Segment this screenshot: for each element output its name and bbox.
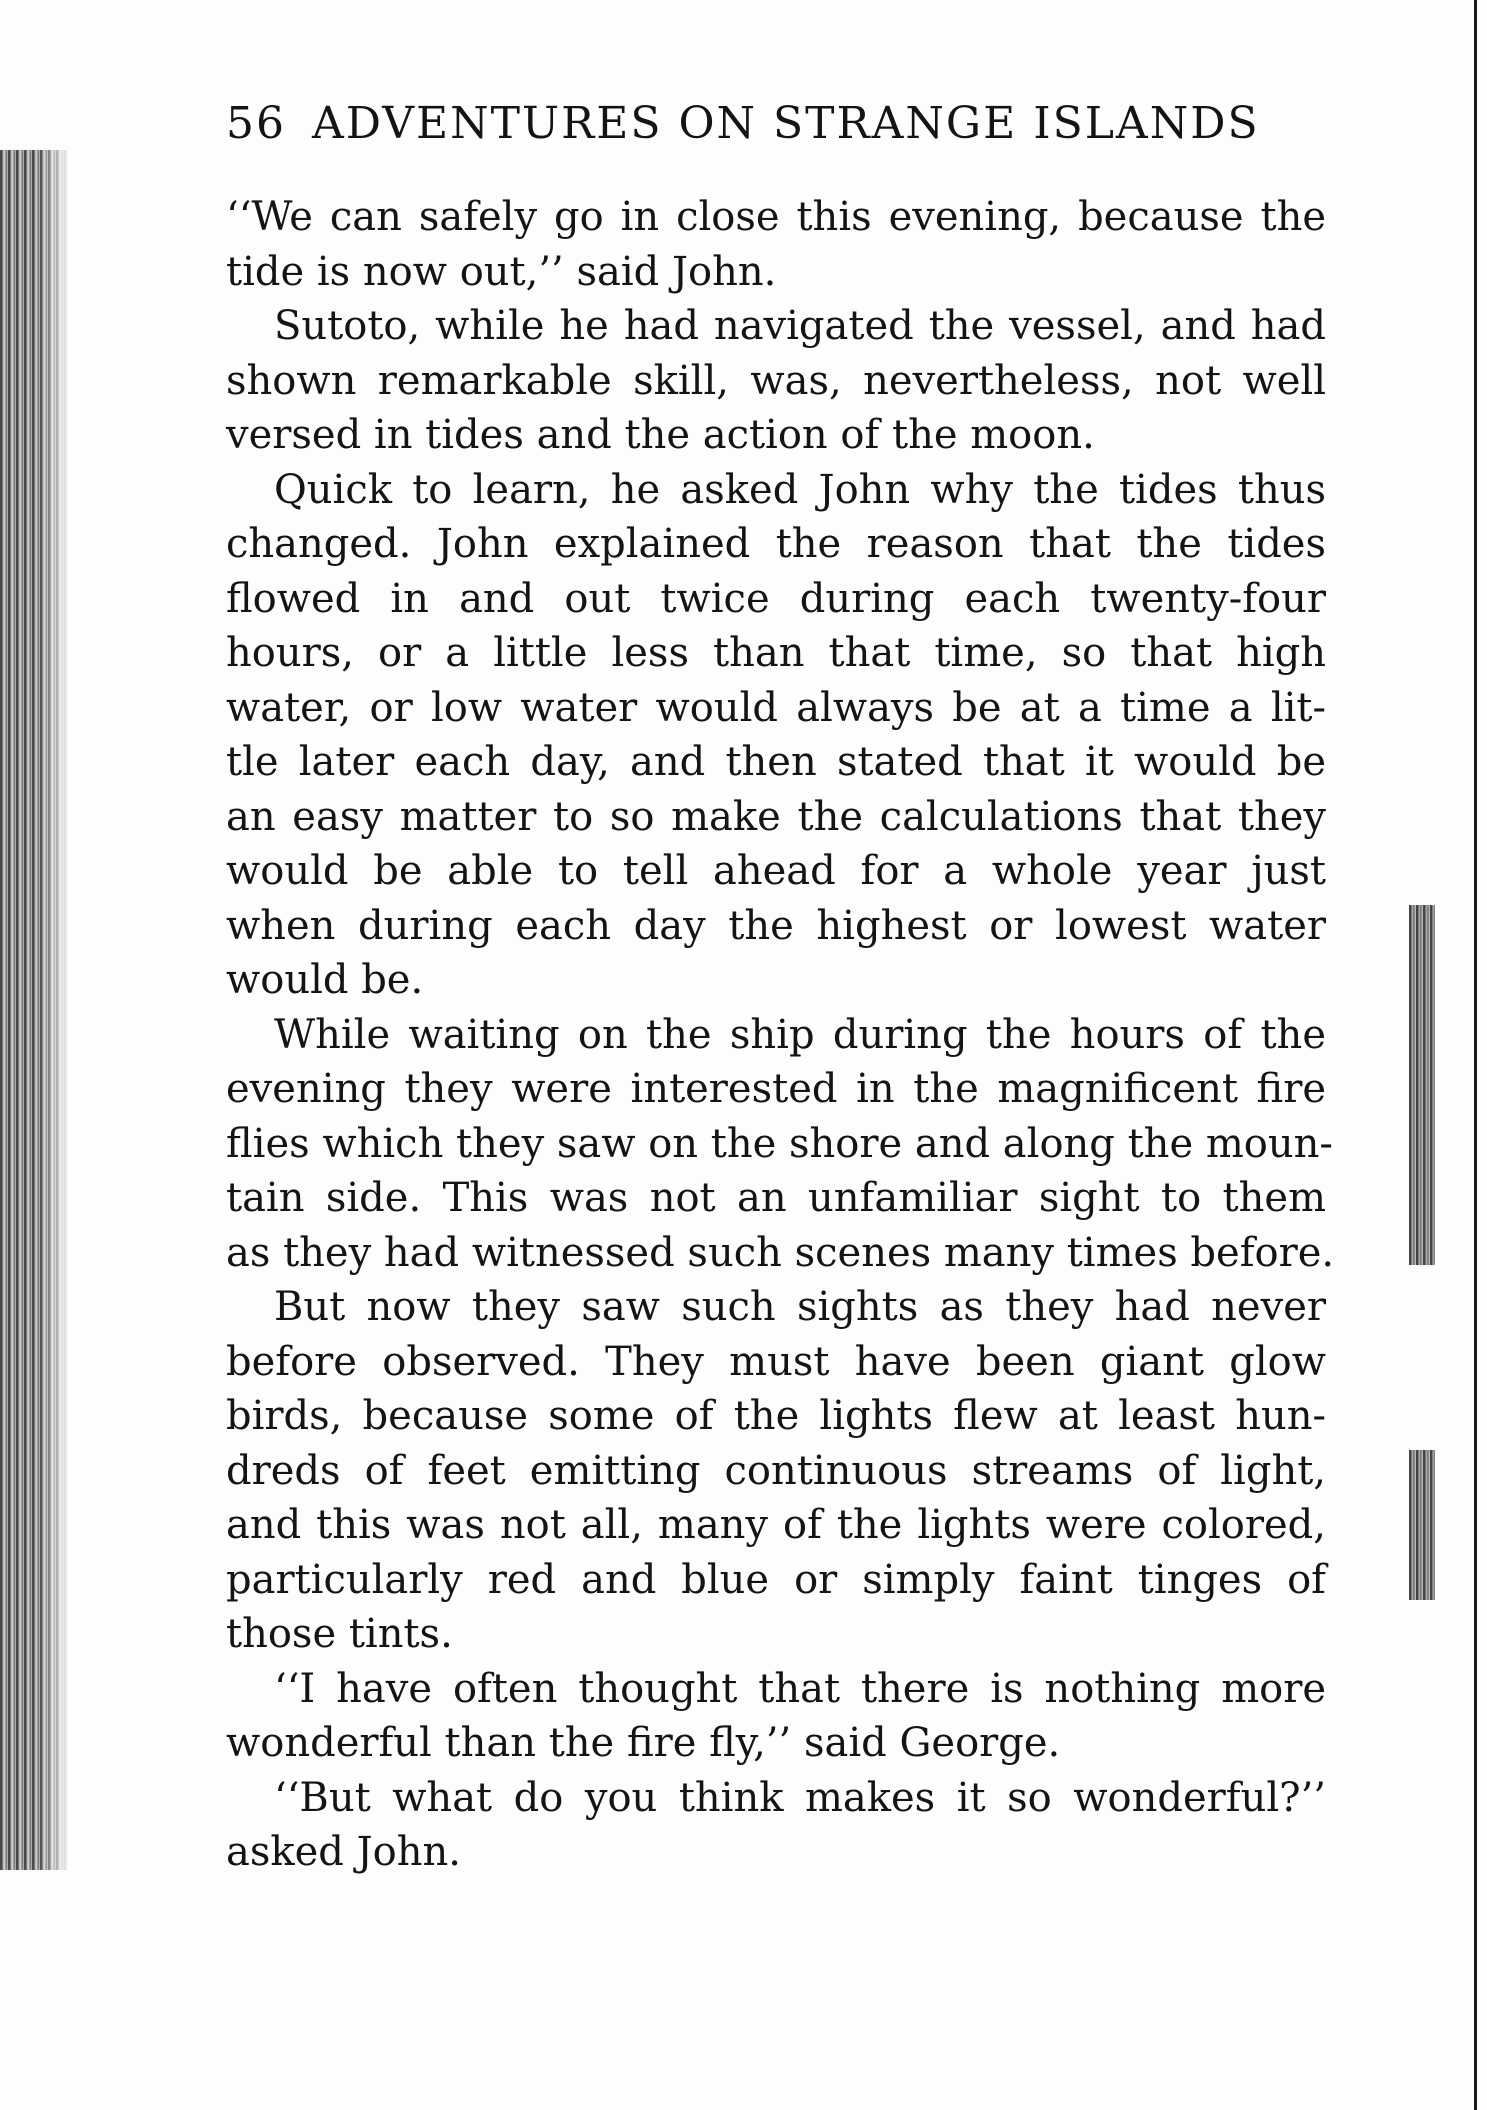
scan-bleed-mark [1409,1450,1435,1600]
text-line: wonderful than the fire fly,’’ said George. [226,1720,1061,1766]
text-line: evening they were interested in the magnificent fire [226,1066,1326,1112]
text-line: changed. John explained the reason that the tides [226,521,1326,567]
text-line: particularly red and blue or simply faint tinges of [226,1556,1326,1603]
text-line: ‘‘We can safely go in close this evening, because the [226,194,1326,240]
text-line: flowed in and out twice during each twenty-four [226,575,1326,622]
running-title: ADVENTURES ON STRANGE ISLANDS [312,98,1260,149]
text-line: and this was not all, many of the lights were colored, [226,1502,1326,1548]
text-line: While waiting on the ship during the hours of the [274,1011,1326,1058]
text-line: Quick to learn, he asked John why the tides thus [274,466,1326,513]
running-header [226,98,1286,149]
body-text [226,190,1335,1880]
gutter-shadow [0,150,70,1870]
text-line: shown remarkable skill, was, nevertheless, not well [226,357,1326,404]
text-line: before observed. They must have been giant glow [226,1338,1326,1385]
text-line: asked John. [226,1829,461,1875]
text-line: hours, or a little less than that time, so that high [226,630,1326,676]
text-line: dreds of feet emitting continuous streams of light, [226,1447,1326,1494]
text-line: birds, because some of the lights flew at least hun- [226,1393,1326,1439]
text-line: Sutoto, while he had navigated the vessel, and had [274,303,1326,349]
text-line: tle later each day, and then stated that it would be [226,739,1326,785]
text-line: as they had witnessed such scenes many times before. [226,1229,1335,1276]
text-line: those tints. [226,1611,453,1657]
text-line: would be able to tell ahead for a whole year just [226,848,1326,894]
text-line: flies which they saw on the shore and along the moun- [226,1120,1333,1167]
text-line: versed in tides and the action of the moon. [226,412,1095,458]
text-line: would be. [226,957,424,1003]
text-line: But now they saw such sights as they had never [274,1284,1326,1330]
scan-bleed-mark [1409,905,1435,1265]
text-line: tain side. This was not an unfamiliar sight to them [226,1175,1326,1221]
text-line: when during each day the highest or lowest water [226,902,1326,949]
text-line: water, or low water would always be at a time a lit- [226,684,1326,731]
page-edge [1474,0,1477,2110]
text-line: ‘‘But what do you think makes it so wonderful?’’ [274,1774,1326,1821]
text-line: tide is now out,’’ said John. [226,248,777,295]
text-line: an easy matter to so make the calculations that they [226,793,1326,840]
text-line: ‘‘I have often thought that there is nothing more [274,1665,1326,1712]
page-number: 56 [226,98,286,149]
